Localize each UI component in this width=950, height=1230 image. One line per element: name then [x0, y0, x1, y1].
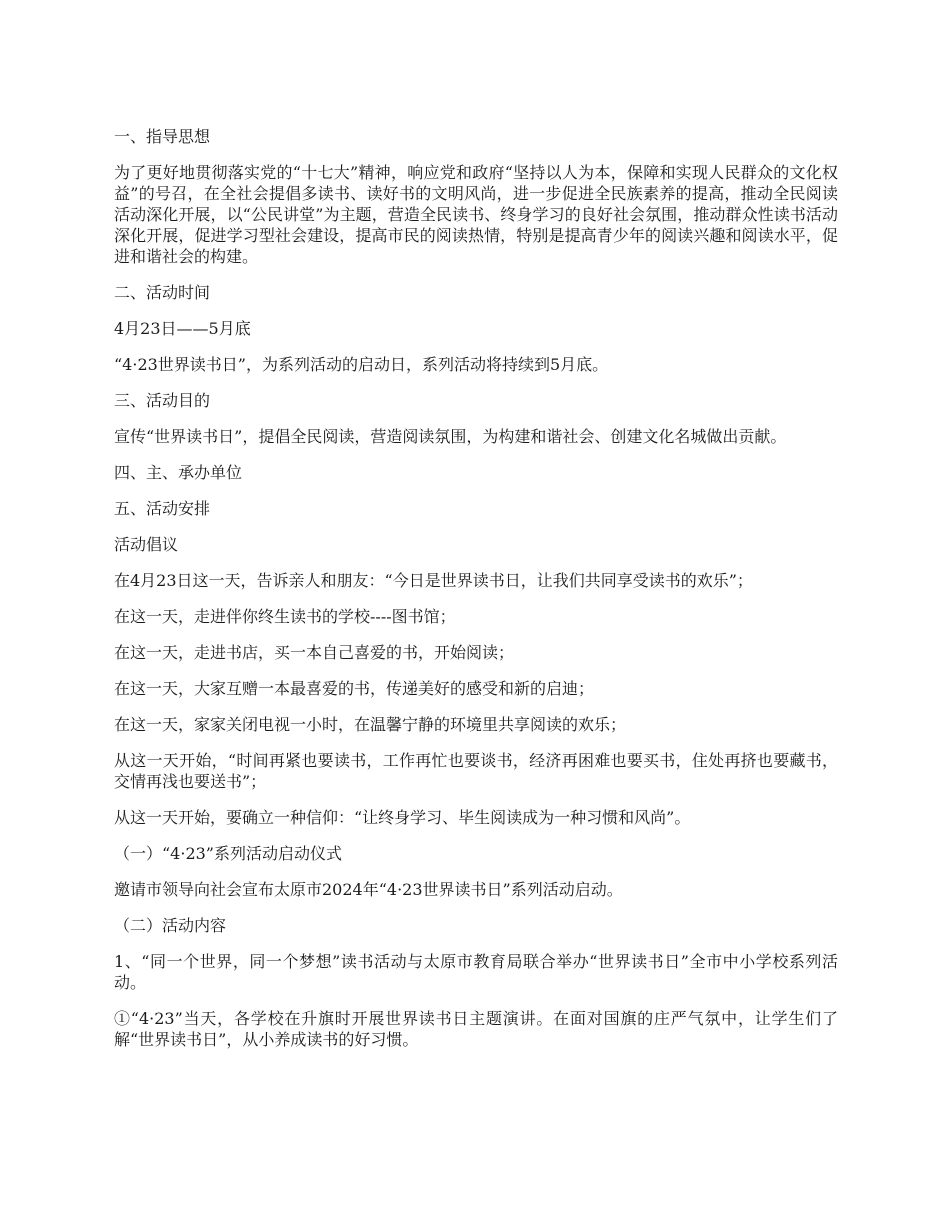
paragraph-purpose-body: 宣传“世界读书日”，提倡全民阅读，营造阅读氛围，为构建和谐社会、创建文化名城做出贡献。: [114, 427, 787, 446]
heading-guiding-thought: 一、指导思想: [114, 127, 211, 146]
paragraph-launch-day: “4·23世界读书日”，为系列活动的启动日，系列活动将持续到5月底。: [114, 355, 609, 374]
subheading-proposal: 活动倡议: [114, 535, 179, 554]
paragraph-launch-ceremony: 邀请市领导向社会宣布太原市2024年“4·23世界读书日”系列活动启动。: [114, 880, 623, 899]
paragraph-content-item-1-sub-1: ①“4·23”当天，各学校在升旗时开展世界读书日主题演讲。在面对国旗的庄严气氛中，让学生们了解“世界读书日”，从小养成读书的好习惯。: [114, 1009, 838, 1049]
proposal-item-1: 在4月23日这一天，告诉亲人和朋友：“今日是世界读书日，让我们共同享受读书的欢乐”；: [114, 571, 753, 590]
heading-activity-arrangement: 五、活动安排: [114, 499, 211, 518]
proposal-item-3: 在这一天，走进书店，买一本自己喜爱的书，开始阅读；: [114, 643, 515, 662]
paragraph-time-range: 4月23日——5月底: [114, 319, 251, 338]
proposal-item-6: 从这一天开始，“时间再紧也要读书，工作再忙也要谈书，经济再困难也要买书，住处再挤也要藏书，交情再浅也要送书”；: [114, 751, 838, 791]
proposal-item-2: 在这一天，走进伴你终生读书的学校----图书馆；: [114, 607, 456, 626]
document-page: [114, 126, 838, 1065]
proposal-item-7: 从这一天开始，要确立一种信仰：“让终身学习、毕生阅读成为一种习惯和风尚”。: [114, 808, 691, 827]
paragraph-guiding-thought-body: 为了更好地贯彻落实党的“十七大”精神，响应党和政府“坚持以人为本，保障和实现人民群众的文化权益”的号召，在全社会提倡多读书、读好书的文明风尚，进一步促进全民族素养的提高，推动全民阅读活动深化开展，以“公民讲堂”为主题，营造全民读书、终身学习的良好社会氛围，推动群众性读书活动深化开展，促进学习型社会建设，提高市民的阅读热情，特别是提高青少年的阅读兴趣和阅读水平，促进和谐社会的构建。: [114, 163, 838, 266]
paragraph-content-item-1: 1、“同一个世界，同一个梦想”读书活动与太原市教育局联合举办“世界读书日”全市中小学校系列活动。: [114, 952, 838, 992]
subheading-launch-ceremony: （一）“4·23”系列活动启动仪式: [114, 844, 342, 863]
heading-activity-time: 二、活动时间: [114, 283, 211, 302]
proposal-item-4: 在这一天，大家互赠一本最喜爱的书，传递美好的感受和新的启迪；: [114, 679, 595, 698]
heading-organizers: 四、主、承办单位: [114, 463, 243, 482]
subheading-activity-content: （二）活动内容: [114, 916, 227, 935]
heading-activity-purpose: 三、活动目的: [114, 391, 211, 410]
proposal-item-5: 在这一天，家家关闭电视一小时，在温馨宁静的环境里共享阅读的欢乐；: [114, 715, 627, 734]
